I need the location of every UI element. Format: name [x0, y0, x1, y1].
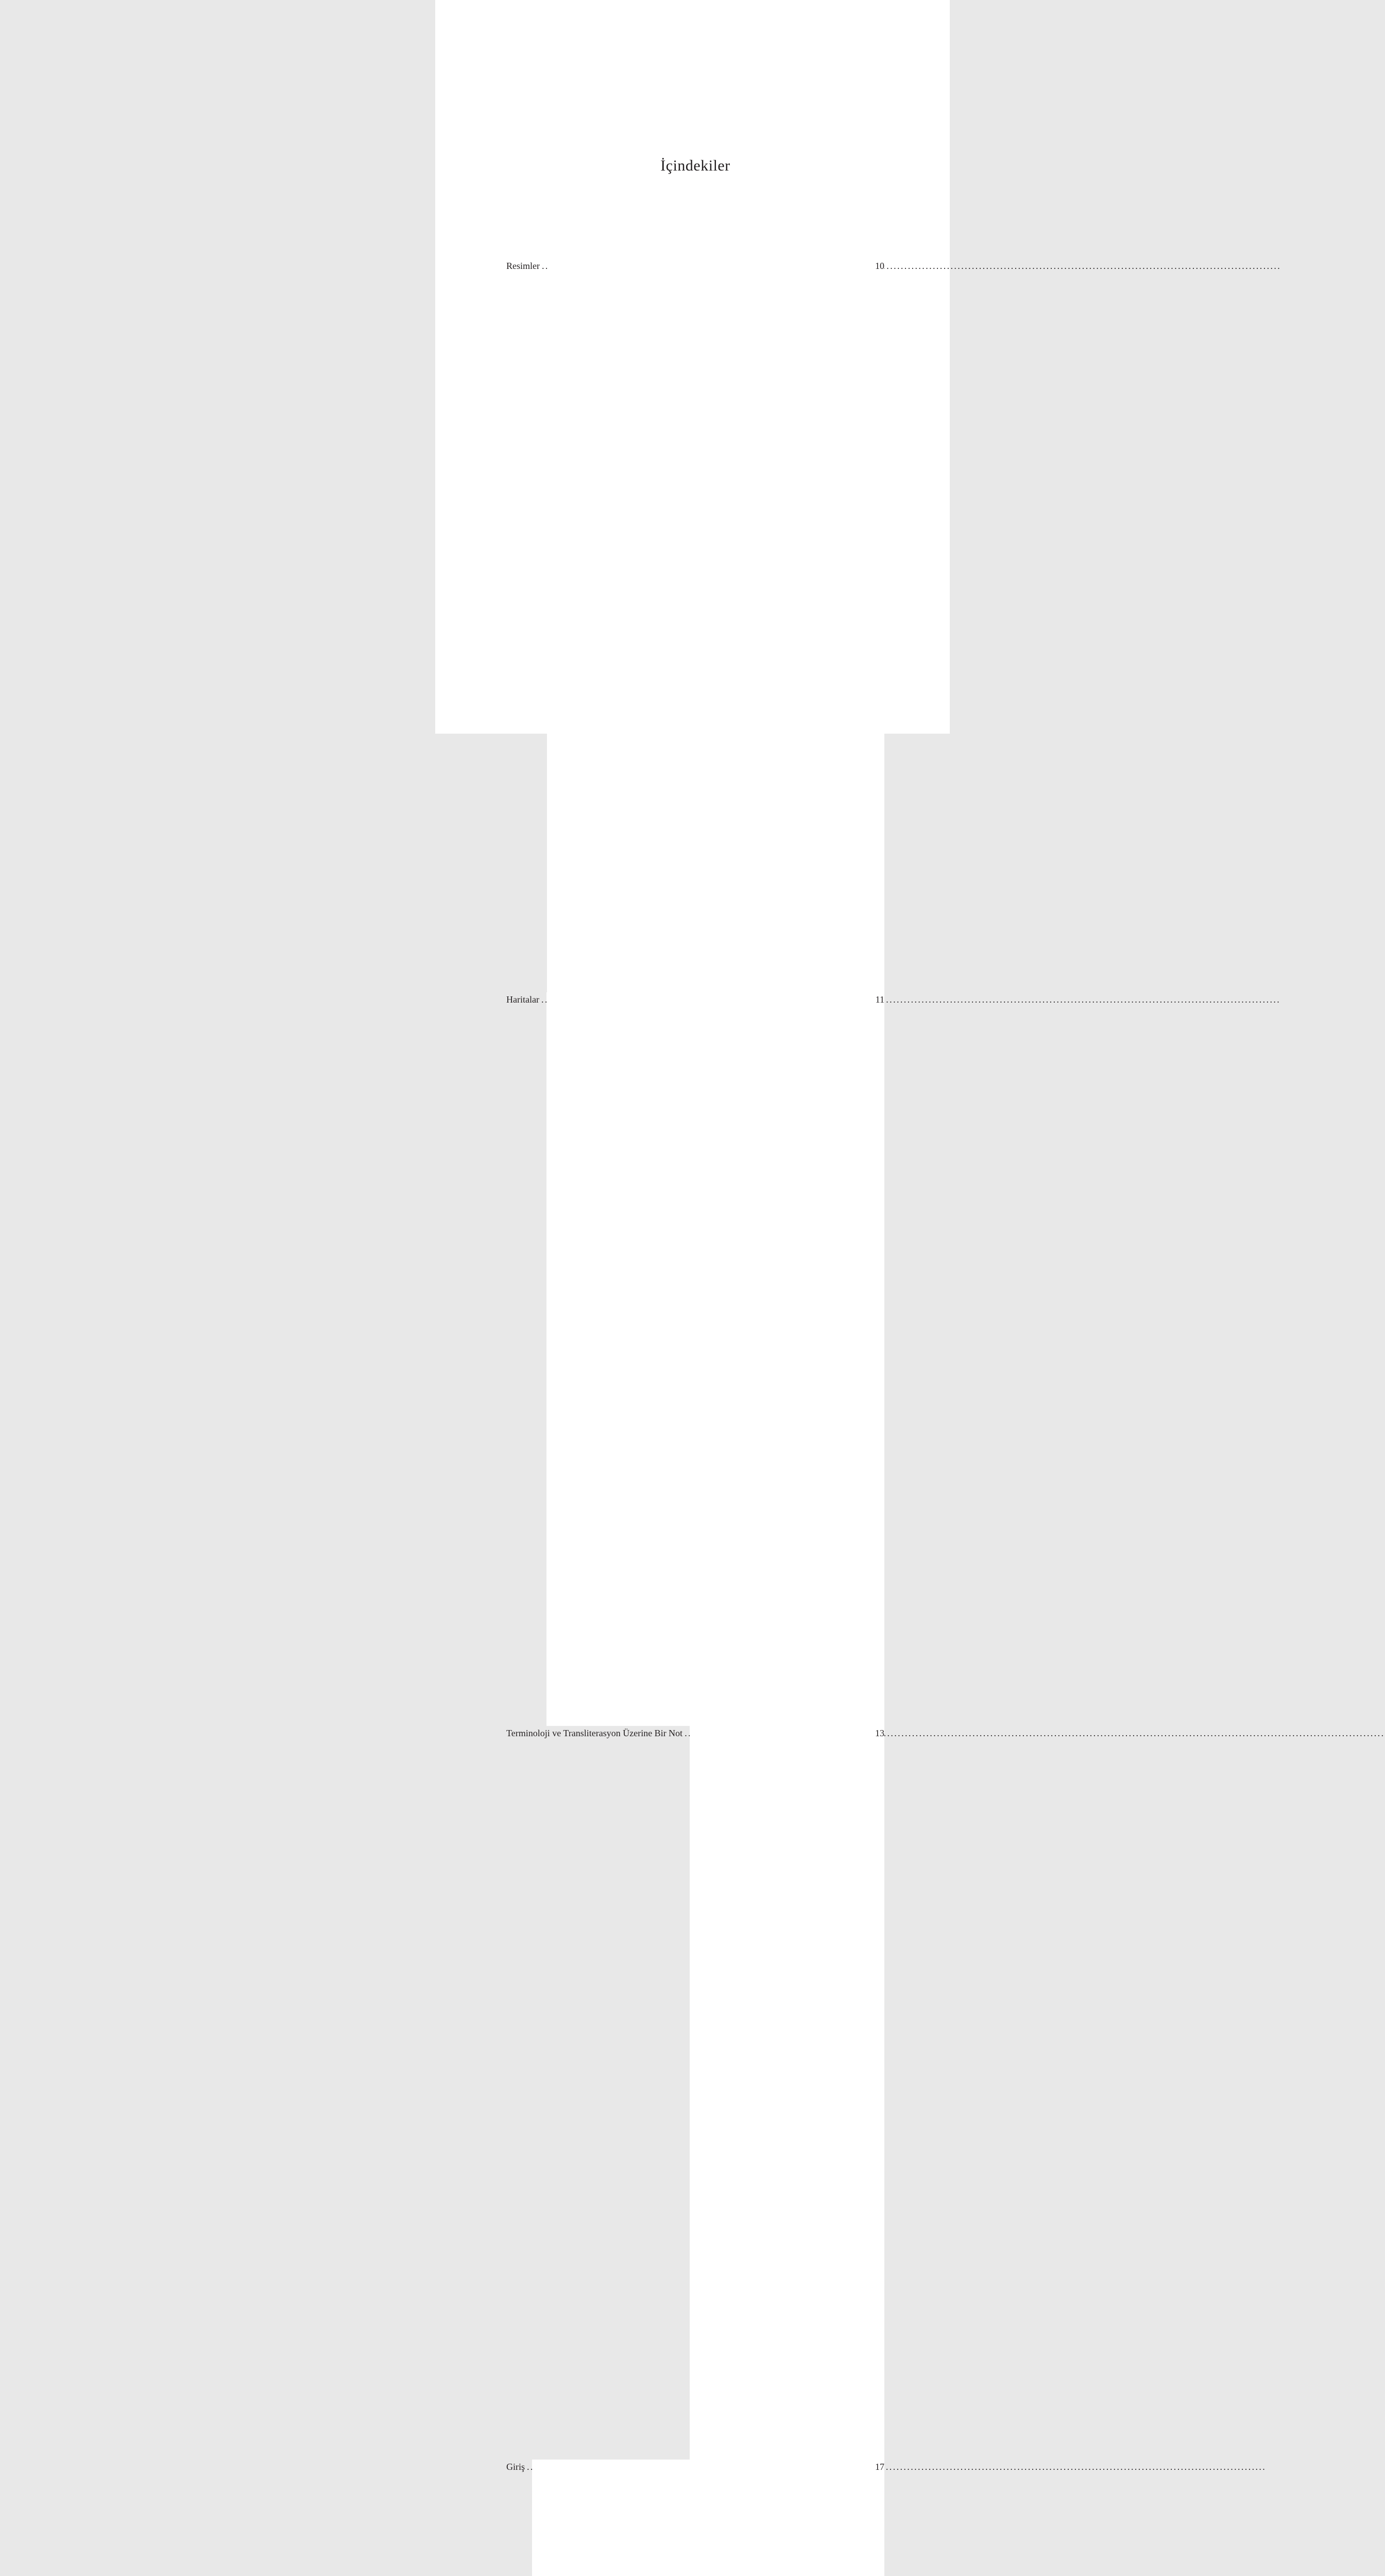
- dot-leader: [542, 259, 546, 274]
- page-number: 13: [690, 1726, 884, 2460]
- front-matter-list: [506, 259, 884, 2576]
- entry-title: Resimler: [506, 261, 540, 271]
- page-number: 10: [547, 259, 884, 992]
- toc-row: [506, 992, 884, 1726]
- dot-leader: [685, 1726, 689, 1741]
- entry-title: Giriş: [506, 2462, 525, 2472]
- entry-title: Terminoloji ve Transliterasyon Üzerine Bir Not: [506, 1728, 683, 1738]
- page-number: 11: [546, 992, 884, 1726]
- toc-page: [435, 0, 950, 2472]
- dot-leader: [527, 2460, 531, 2475]
- toc-row: [506, 2460, 884, 2576]
- toc-row: [506, 259, 884, 992]
- toc-row: [506, 1726, 884, 2460]
- page-title: İçindekiler: [660, 157, 730, 174]
- page-number: 17: [532, 2460, 884, 2576]
- dot-leader: [541, 992, 545, 1008]
- page-content: [506, 0, 884, 2576]
- entry-title: Haritalar: [506, 994, 539, 1005]
